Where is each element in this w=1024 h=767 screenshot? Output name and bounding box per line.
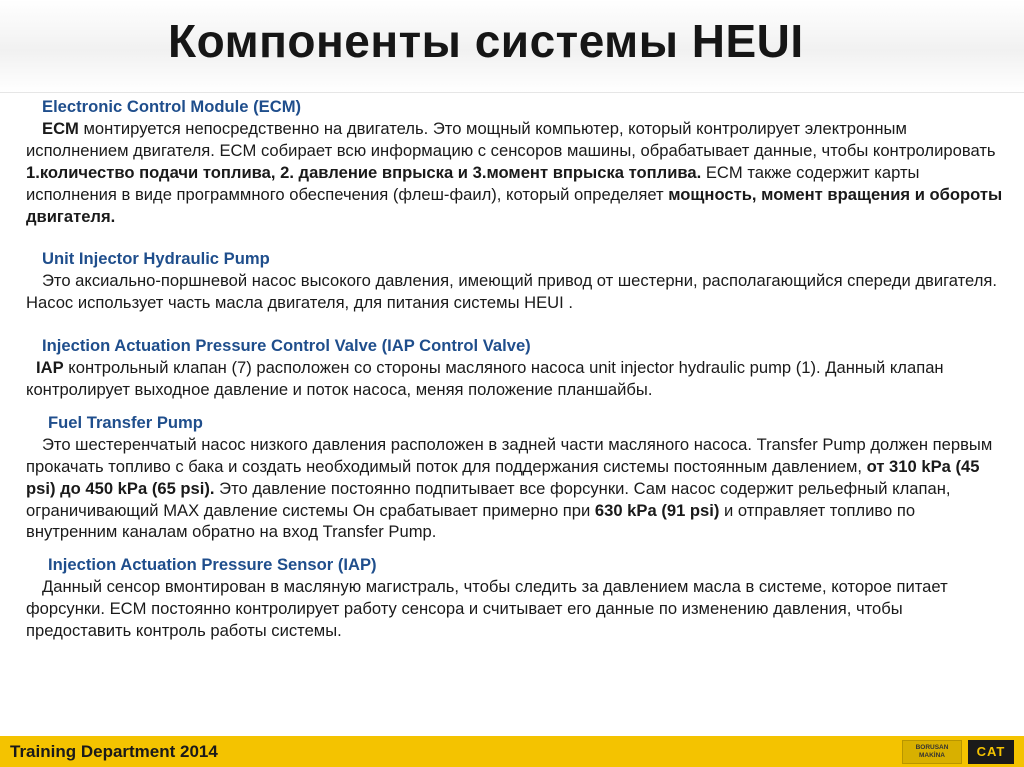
section-heading-iap-valve: Injection Actuation Pressure Control Valve (IAP Control Valve) (42, 336, 531, 356)
transfer-bold-relief: 630 kPa (91 psi) (594, 500, 720, 520)
footer-bar (0, 736, 1024, 767)
section-text-transfer (26, 434, 1004, 544)
section-heading-pump: Unit Injector Hydraulic Pump (42, 249, 270, 269)
section-heading-transfer: Fuel Transfer Pump (48, 412, 203, 432)
cat-logo: CAT (968, 740, 1014, 764)
section-text-ecm (26, 118, 1004, 228)
borusan-logo (902, 740, 962, 764)
ecm-text-2: ECM также содержит карты исполнения в виде программного обеспечения (флеш-фаил), который определяет (26, 162, 920, 204)
iap-bold-label: IAP (36, 358, 64, 378)
title-bar (0, 0, 1024, 93)
section-ecm (26, 96, 1004, 227)
section-text-iap-valve (26, 357, 1004, 401)
iap-valve-text: контрольный клапан (7) расположен со стороны масляного насоса unit injector hydraulic pump (1). Данный клапан контролирует выходное давление и поток насоса, меняя положение планшайбы. (26, 358, 944, 399)
section-text-iap-sensor: Данный сенсор вмонтирован в масляную магистраль, чтобы следить за давлением масла в системе, которое питает форсунки. ECM постоянно контролирует работу сенсора и считывает его данные по изменению давления, чтобы предоставить контроль работы системы. (26, 577, 948, 641)
section-heading-iap-sensor: Injection Actuation Pressure Sensor (IAP) (48, 555, 377, 575)
borusan-logo-line1: BORUSAN (915, 744, 949, 751)
section-heading-ecm: Electronic Control Module (ECM) (42, 97, 302, 116)
transfer-text-1: Это шестеренчатый насос низкого давления расположен в задней части масляного насоса. Transfer Pump должен первым прокачать топливо с бака и создать необходимый поток для поддержания системы постоянным давлением, (26, 434, 993, 476)
ecm-bold-list: 1.количество подачи топлива, 2. давление впрыска и 3.момент впрыска топлива. (26, 162, 702, 182)
slide-content (26, 96, 1004, 642)
section-iap-sensor (26, 554, 1004, 642)
section-iap-valve (26, 335, 1004, 401)
ecm-bold-output: мощность, момент вращения и обороты двигателя. (26, 184, 1003, 226)
ecm-text-1: монтируется непосредственно на двигатель. Это мощный компьютер, который контролирует электронным исполнением двигателя. ECM собирает всю информацию с сенсоров машины, обрабатывает данные, чтобы контролировать (26, 118, 996, 160)
transfer-text-3: и отправляет топливо по внутренним каналам обратно на вход Transfer Pump. (26, 500, 916, 542)
page-title: Компоненты системы HEUI (168, 15, 804, 67)
borusan-logo-line2: MAKİNA (919, 752, 945, 759)
section-transfer (26, 412, 1004, 543)
footer-text: Training Department 2014 (10, 742, 218, 761)
ecm-bold-label: ECM (42, 118, 79, 138)
transfer-text-2: Это давление постоянно подпитывает все форсунки. Сам насос содержит рельефный клапан, ограничивающий МАХ давление системы Он срабатывает примерно при (26, 478, 951, 520)
section-text-pump: Это аксиально-поршневой насос высокого давления, имеющий привод от шестерни, располагающийся спереди двигателя. Насос использует часть масла двигателя, для питания системы HEUI . (26, 271, 998, 313)
section-pump (26, 248, 1004, 314)
transfer-bold-range: от 310 kPa (45 psi) до 450 kPa (65 psi). (26, 456, 980, 498)
